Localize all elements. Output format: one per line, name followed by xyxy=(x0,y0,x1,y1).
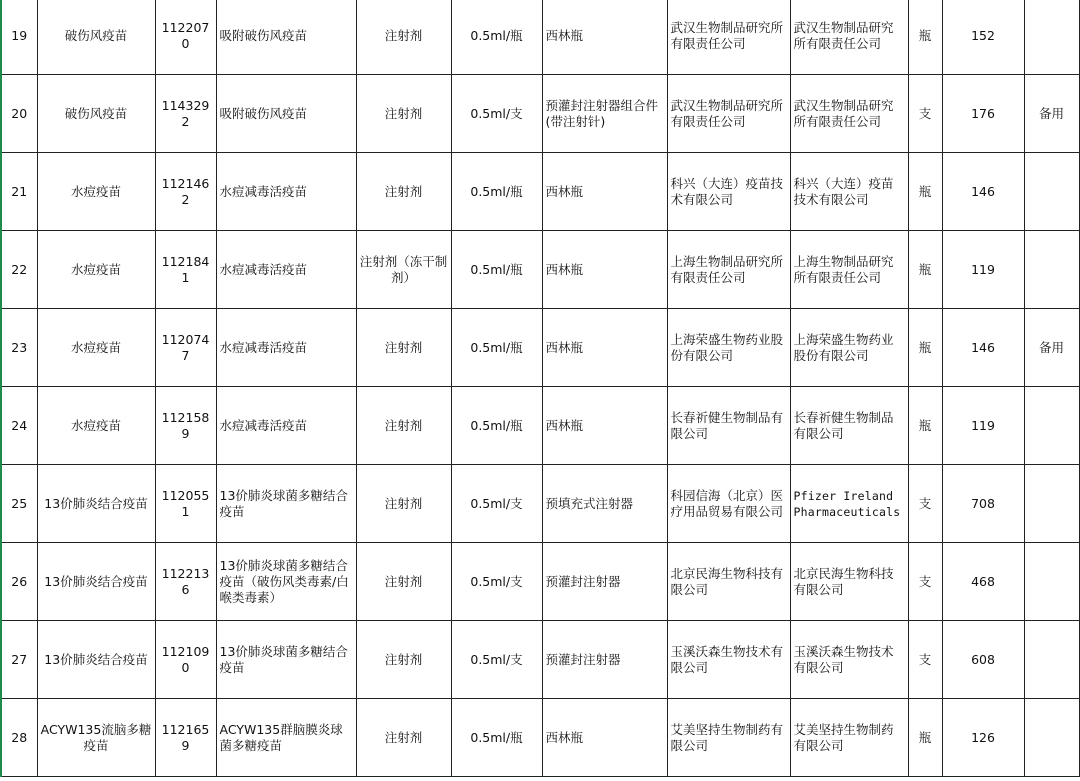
cell-row-number: 24 xyxy=(1,387,37,465)
cell-dosage-form: 注射剂 xyxy=(356,387,451,465)
cell-vaccine-category: 破伤风疫苗 xyxy=(37,0,155,75)
cell-drug-code: 1120551 xyxy=(155,465,216,543)
cell-packaging: 西林瓶 xyxy=(542,0,667,75)
cell-applicant-company: 科园信海（北京）医疗用品贸易有限公司 xyxy=(667,465,790,543)
cell-unit: 瓶 xyxy=(908,231,942,309)
cell-unit: 瓶 xyxy=(908,699,942,777)
table-row xyxy=(1,621,1080,699)
table-row xyxy=(1,465,1080,543)
cell-drug-code: 1120747 xyxy=(155,309,216,387)
cell-price: 152 xyxy=(942,0,1024,75)
cell-product-name: 水痘减毒活疫苗 xyxy=(216,153,356,231)
cell-price: 126 xyxy=(942,699,1024,777)
cell-row-number: 23 xyxy=(1,309,37,387)
cell-applicant-company: 长春祈健生物制品有限公司 xyxy=(667,387,790,465)
cell-dosage-form: 注射剂 xyxy=(356,699,451,777)
cell-specification: 0.5ml/瓶 xyxy=(451,387,542,465)
cell-manufacturer: 武汉生物制品研究所有限责任公司 xyxy=(790,75,908,153)
cell-price: 146 xyxy=(942,309,1024,387)
cell-manufacturer: Pfizer Ireland Pharmaceuticals xyxy=(790,465,908,543)
cell-unit: 瓶 xyxy=(908,0,942,75)
cell-specification: 0.5ml/瓶 xyxy=(451,153,542,231)
table-row xyxy=(1,153,1080,231)
cell-vaccine-category: 水痘疫苗 xyxy=(37,387,155,465)
cell-specification: 0.5ml/支 xyxy=(451,621,542,699)
cell-dosage-form: 注射剂 xyxy=(356,75,451,153)
cell-product-name: 吸附破伤风疫苗 xyxy=(216,0,356,75)
cell-row-number: 21 xyxy=(1,153,37,231)
cell-packaging: 西林瓶 xyxy=(542,309,667,387)
cell-remark xyxy=(1024,153,1079,231)
cell-remark: 备用 xyxy=(1024,75,1079,153)
cell-price: 146 xyxy=(942,153,1024,231)
cell-remark xyxy=(1024,0,1079,75)
cell-dosage-form: 注射剂 xyxy=(356,153,451,231)
cell-product-name: 13价肺炎球菌多糖结合疫苗 xyxy=(216,621,356,699)
cell-remark xyxy=(1024,621,1079,699)
cell-drug-code: 1122070 xyxy=(155,0,216,75)
cell-vaccine-category: 13价肺炎结合疫苗 xyxy=(37,465,155,543)
table-row xyxy=(1,699,1080,777)
cell-applicant-company: 上海荣盛生物药业股份有限公司 xyxy=(667,309,790,387)
cell-unit: 支 xyxy=(908,465,942,543)
cell-drug-code: 1121090 xyxy=(155,621,216,699)
cell-vaccine-category: 水痘疫苗 xyxy=(37,153,155,231)
cell-row-number: 25 xyxy=(1,465,37,543)
cell-packaging: 预灌封注射器组合件(带注射针) xyxy=(542,75,667,153)
cell-packaging: 西林瓶 xyxy=(542,231,667,309)
table-row xyxy=(1,387,1080,465)
cell-specification: 0.5ml/瓶 xyxy=(451,309,542,387)
cell-packaging: 预灌封注射器 xyxy=(542,543,667,621)
cell-row-number: 26 xyxy=(1,543,37,621)
cell-dosage-form: 注射剂（冻干制剂） xyxy=(356,231,451,309)
cell-remark: 备用 xyxy=(1024,309,1079,387)
table-row xyxy=(1,231,1080,309)
cell-product-name: 水痘减毒活疫苗 xyxy=(216,309,356,387)
cell-applicant-company: 科兴（大连）疫苗技术有限公司 xyxy=(667,153,790,231)
cell-remark xyxy=(1024,387,1079,465)
cell-vaccine-category: 水痘疫苗 xyxy=(37,309,155,387)
cell-product-name: 13价肺炎球菌多糖结合疫苗 xyxy=(216,465,356,543)
cell-unit: 支 xyxy=(908,543,942,621)
cell-specification: 0.5ml/支 xyxy=(451,465,542,543)
cell-dosage-form: 注射剂 xyxy=(356,309,451,387)
cell-dosage-form: 注射剂 xyxy=(356,621,451,699)
cell-unit: 瓶 xyxy=(908,387,942,465)
cell-unit: 瓶 xyxy=(908,309,942,387)
cell-product-name: 水痘减毒活疫苗 xyxy=(216,231,356,309)
cell-packaging: 西林瓶 xyxy=(542,699,667,777)
cell-product-name: 水痘减毒活疫苗 xyxy=(216,387,356,465)
cell-price: 119 xyxy=(942,387,1024,465)
cell-specification: 0.5ml/瓶 xyxy=(451,0,542,75)
cell-manufacturer: 艾美坚持生物制药有限公司 xyxy=(790,699,908,777)
cell-manufacturer: 上海荣盛生物药业股份有限公司 xyxy=(790,309,908,387)
cell-row-number: 22 xyxy=(1,231,37,309)
cell-drug-code: 1143292 xyxy=(155,75,216,153)
table-row xyxy=(1,309,1080,387)
cell-applicant-company: 上海生物制品研究所有限责任公司 xyxy=(667,231,790,309)
table-row xyxy=(1,75,1080,153)
cell-price: 708 xyxy=(942,465,1024,543)
cell-drug-code: 1121589 xyxy=(155,387,216,465)
cell-manufacturer: 上海生物制品研究所有限责任公司 xyxy=(790,231,908,309)
cell-specification: 0.5ml/瓶 xyxy=(451,699,542,777)
cell-price: 468 xyxy=(942,543,1024,621)
cell-packaging: 西林瓶 xyxy=(542,387,667,465)
cell-remark xyxy=(1024,231,1079,309)
cell-packaging: 预填充式注射器 xyxy=(542,465,667,543)
cell-vaccine-category: 水痘疫苗 xyxy=(37,231,155,309)
cell-vaccine-category: ACYW135流脑多糖疫苗 xyxy=(37,699,155,777)
cell-remark xyxy=(1024,699,1079,777)
cell-vaccine-category: 13价肺炎结合疫苗 xyxy=(37,543,155,621)
table-row xyxy=(1,543,1080,621)
cell-specification: 0.5ml/支 xyxy=(451,543,542,621)
table-row xyxy=(1,0,1080,75)
cell-price: 176 xyxy=(942,75,1024,153)
cell-dosage-form: 注射剂 xyxy=(356,465,451,543)
cell-price: 608 xyxy=(942,621,1024,699)
cell-specification: 0.5ml/瓶 xyxy=(451,231,542,309)
cell-manufacturer: 玉溪沃森生物技术有限公司 xyxy=(790,621,908,699)
cell-manufacturer: 科兴（大连）疫苗技术有限公司 xyxy=(790,153,908,231)
cell-unit: 瓶 xyxy=(908,153,942,231)
cell-product-name: ACYW135群脑膜炎球菌多糖疫苗 xyxy=(216,699,356,777)
cell-product-name: 13价肺炎球菌多糖结合疫苗（破伤风类毒素/白喉类毒素） xyxy=(216,543,356,621)
cell-applicant-company: 武汉生物制品研究所有限责任公司 xyxy=(667,0,790,75)
cell-dosage-form: 注射剂 xyxy=(356,0,451,75)
cell-applicant-company: 玉溪沃森生物技术有限公司 xyxy=(667,621,790,699)
cell-dosage-form: 注射剂 xyxy=(356,543,451,621)
cell-drug-code: 1122136 xyxy=(155,543,216,621)
cell-packaging: 预灌封注射器 xyxy=(542,621,667,699)
cell-price: 119 xyxy=(942,231,1024,309)
cell-vaccine-category: 破伤风疫苗 xyxy=(37,75,155,153)
cell-specification: 0.5ml/支 xyxy=(451,75,542,153)
cell-vaccine-category: 13价肺炎结合疫苗 xyxy=(37,621,155,699)
cell-row-number: 20 xyxy=(1,75,37,153)
cell-packaging: 西林瓶 xyxy=(542,153,667,231)
cell-row-number: 27 xyxy=(1,621,37,699)
cell-applicant-company: 艾美坚持生物制药有限公司 xyxy=(667,699,790,777)
cell-manufacturer: 武汉生物制品研究所有限责任公司 xyxy=(790,0,908,75)
cell-manufacturer: 长春祈健生物制品有限公司 xyxy=(790,387,908,465)
cell-product-name: 吸附破伤风疫苗 xyxy=(216,75,356,153)
cell-remark xyxy=(1024,465,1079,543)
cell-row-number: 19 xyxy=(1,0,37,75)
cell-applicant-company: 武汉生物制品研究所有限责任公司 xyxy=(667,75,790,153)
table-body xyxy=(1,0,1080,777)
cell-unit: 支 xyxy=(908,75,942,153)
cell-unit: 支 xyxy=(908,621,942,699)
cell-drug-code: 1121462 xyxy=(155,153,216,231)
cell-row-number: 28 xyxy=(1,699,37,777)
cell-applicant-company: 北京民海生物科技有限公司 xyxy=(667,543,790,621)
cell-drug-code: 1121659 xyxy=(155,699,216,777)
cell-manufacturer: 北京民海生物科技有限公司 xyxy=(790,543,908,621)
cell-drug-code: 1121841 xyxy=(155,231,216,309)
cell-remark xyxy=(1024,543,1079,621)
